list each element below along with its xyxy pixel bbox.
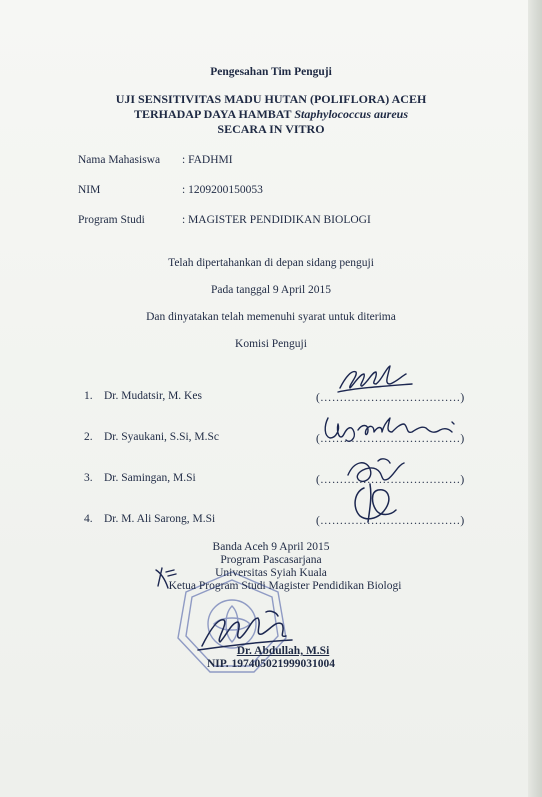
field-label: Nama Mahasiswa: [78, 154, 161, 166]
examiner-number: 4.: [84, 513, 93, 525]
signature-4: [346, 478, 402, 524]
field-value: : FADHMI: [182, 154, 233, 166]
title-line-3: SECARA IN VITRO: [217, 122, 325, 136]
title-line-2-prefix: TERHADAP DAYA HAMBAT: [133, 107, 295, 121]
examiner-number: 2.: [84, 431, 93, 443]
statement-date: Pada tanggal 9 April 2015: [210, 284, 332, 296]
signatory-name: Dr. Abdullah, M.Si: [236, 645, 330, 657]
place-date: Banda Aceh 9 April 2015: [212, 541, 330, 553]
examiner-name: Dr. Syaukani, S.Si, M.Sc: [104, 431, 220, 443]
signature-line: (………………………………): [316, 474, 465, 486]
examiner-name: Dr. M. Ali Sarong, M.Si: [104, 513, 216, 525]
field-value: : 1209200150053: [182, 184, 263, 196]
signatory-position: Ketua Program Studi Magister Pendidikan Biologi: [168, 580, 402, 592]
signature-1: [336, 362, 416, 396]
signature-line: (………………………………): [316, 392, 465, 404]
institution-program: Program Pascasarjana: [220, 554, 322, 566]
field-label: NIM: [78, 184, 101, 196]
field-label: Program Studi: [78, 214, 145, 226]
title-line-2-species: Staphylococcus aureus: [294, 107, 409, 121]
title-line-1: UJI SENSITIVITAS MADU HUTAN (POLIFLORA) ACEH: [115, 92, 427, 106]
document-heading: Pengesahan Tim Penguji: [210, 66, 332, 78]
statement-defended: Telah dipertahankan di depan sidang penguji: [168, 257, 374, 269]
examiner-number: 3.: [84, 472, 93, 484]
initial-mark: [152, 566, 180, 592]
document-title: [0, 92, 542, 137]
examiner-name: Dr. Samingan, M.Si: [104, 472, 196, 484]
signature-line: (………………………………): [316, 515, 465, 527]
examiner-name: Dr. Mudatsir, M. Kes: [104, 390, 202, 402]
signature-line: (………………………………): [316, 433, 465, 445]
signatory-nip: NIP. 197405021999031004: [207, 658, 335, 670]
statement-accepted: Dan dinyatakan telah memenuhi syarat untuk diterima: [146, 311, 396, 323]
field-value: : MAGISTER PENDIDIKAN BIOLOGI: [182, 214, 371, 226]
title-line-2: [0, 107, 542, 122]
committee-title: Komisi Penguji: [235, 338, 307, 350]
signature-2: [318, 412, 460, 448]
institution-university: Universitas Syiah Kuala: [215, 567, 327, 579]
examiner-number: 1.: [84, 390, 93, 402]
